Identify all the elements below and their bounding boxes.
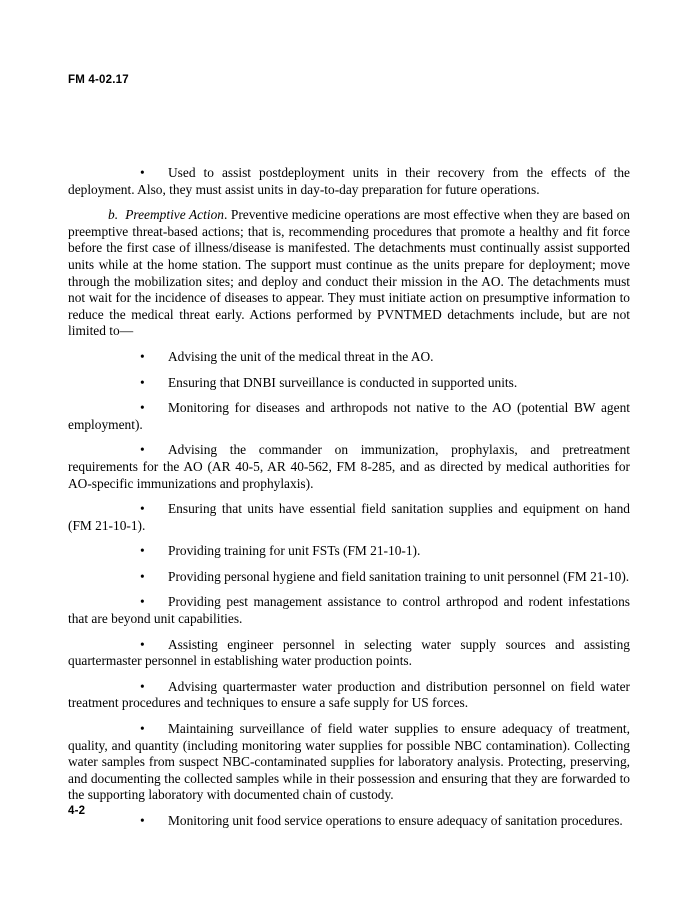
list-item [68,569,630,586]
list-item-text: Providing training for unit FSTs (FM 21-10-1). [168,543,421,559]
bullet-glyph: • [140,501,145,517]
paragraph-text: . Preventive medicine operations are most effective when they are based on preemptive threat-based actions; that is, recommending procedures that promote a healthy and fit force before the first case of illness/disease is manifested. The detachments must continually assist supported units while at the home station. The support must continue as the units prepare for deployment; move through the mobilization sites; and deploy and conduct their mission in the AO. The detachments must not wait for the incidence of diseases to appear. They must initiate action on presumptive information to reduce the medical threat early. Actions performed by PVNTMED detachments include, but are not limited to— [68,207,630,339]
list-item [68,594,630,627]
list-item [68,501,630,534]
list-item [68,813,630,830]
list-item-text: Advising the unit of the medical threat in the AO. [168,348,434,364]
bullet-glyph: • [140,813,145,828]
bullet-glyph: • [140,636,145,652]
list-item-text: Ensuring that DNBI surveillance is conducted in supported units. [168,374,518,390]
list-item-text: Monitoring unit food service operations to ensure adequacy of sanitation procedures. [168,813,623,828]
list-item-text: Advising the commander on immunization, prophylaxis, and pretreatment requirements for the AO (AR 40-5, AR 40-562, FM 8-285, and as directed by medical authorities for AO-specific immunizations and prophylaxis). [68,442,630,491]
bullet-glyph: • [140,374,145,390]
list-item-text: Providing pest management assistance to control arthropod and rodent infestations that are beyond unit capabilities. [68,594,630,627]
bullet-glyph: • [140,400,145,416]
list-item [68,165,630,198]
list-item-text: Maintaining surveillance of field water supplies to ensure adequacy of treatment, quality, and quantity (including monitoring water supplies for possible NBC contamination). Collecting water samples from suspect NBC-contaminated supplies for laboratory analysis. Protecting, preserving, and documenting the collected samples while in their possession and ensuring that they are forwarded to the supporting laboratory with documented chain of custody. [68,721,630,803]
list-item-text: Providing personal hygiene and field sanitation training to unit personnel (FM 21-10). [168,568,630,584]
list-item [68,721,630,804]
paragraph-preemptive-action [68,207,630,340]
document-body [68,165,630,839]
list-item-text: Monitoring for diseases and arthropods not native to the AO (potential BW agent employment). [68,400,630,432]
list-item [68,679,630,712]
list-item [68,442,630,492]
bullet-glyph: • [140,594,145,610]
bullet-glyph: • [140,543,145,559]
list-item [68,400,630,433]
paragraph-title: Preemptive Action [125,207,224,223]
list-item-text: Assisting engineer personnel in selecting water supply sources and assisting quartermaster personnel in establishing water production points. [68,636,630,669]
list-item [68,349,630,366]
list-item [68,637,630,670]
page-header: FM 4-02.17 [68,74,129,86]
list-item-text: Advising quartermaster water production and distribution personnel on field water treatment procedures and techniques to ensure a safe supply for US forces. [68,678,630,711]
list-item-text: Ensuring that units have essential field sanitation supplies and equipment on hand (FM 21-10-1). [68,501,630,533]
list-item [68,375,630,392]
bullet-glyph: • [140,165,145,180]
bullet-glyph: • [140,348,145,364]
paragraph-label: b. [108,207,119,223]
bullet-glyph: • [140,721,145,737]
list-item-text: Used to assist postdeployment units in their recovery from the effects of the deployment. Also, they must assist units in day-to-day preparation for future operations. [68,165,630,197]
list-item [68,543,630,560]
bullet-glyph: • [140,568,145,584]
page-number: 4-2 [68,805,86,817]
bullet-glyph: • [140,442,145,458]
bullet-glyph: • [140,678,145,694]
